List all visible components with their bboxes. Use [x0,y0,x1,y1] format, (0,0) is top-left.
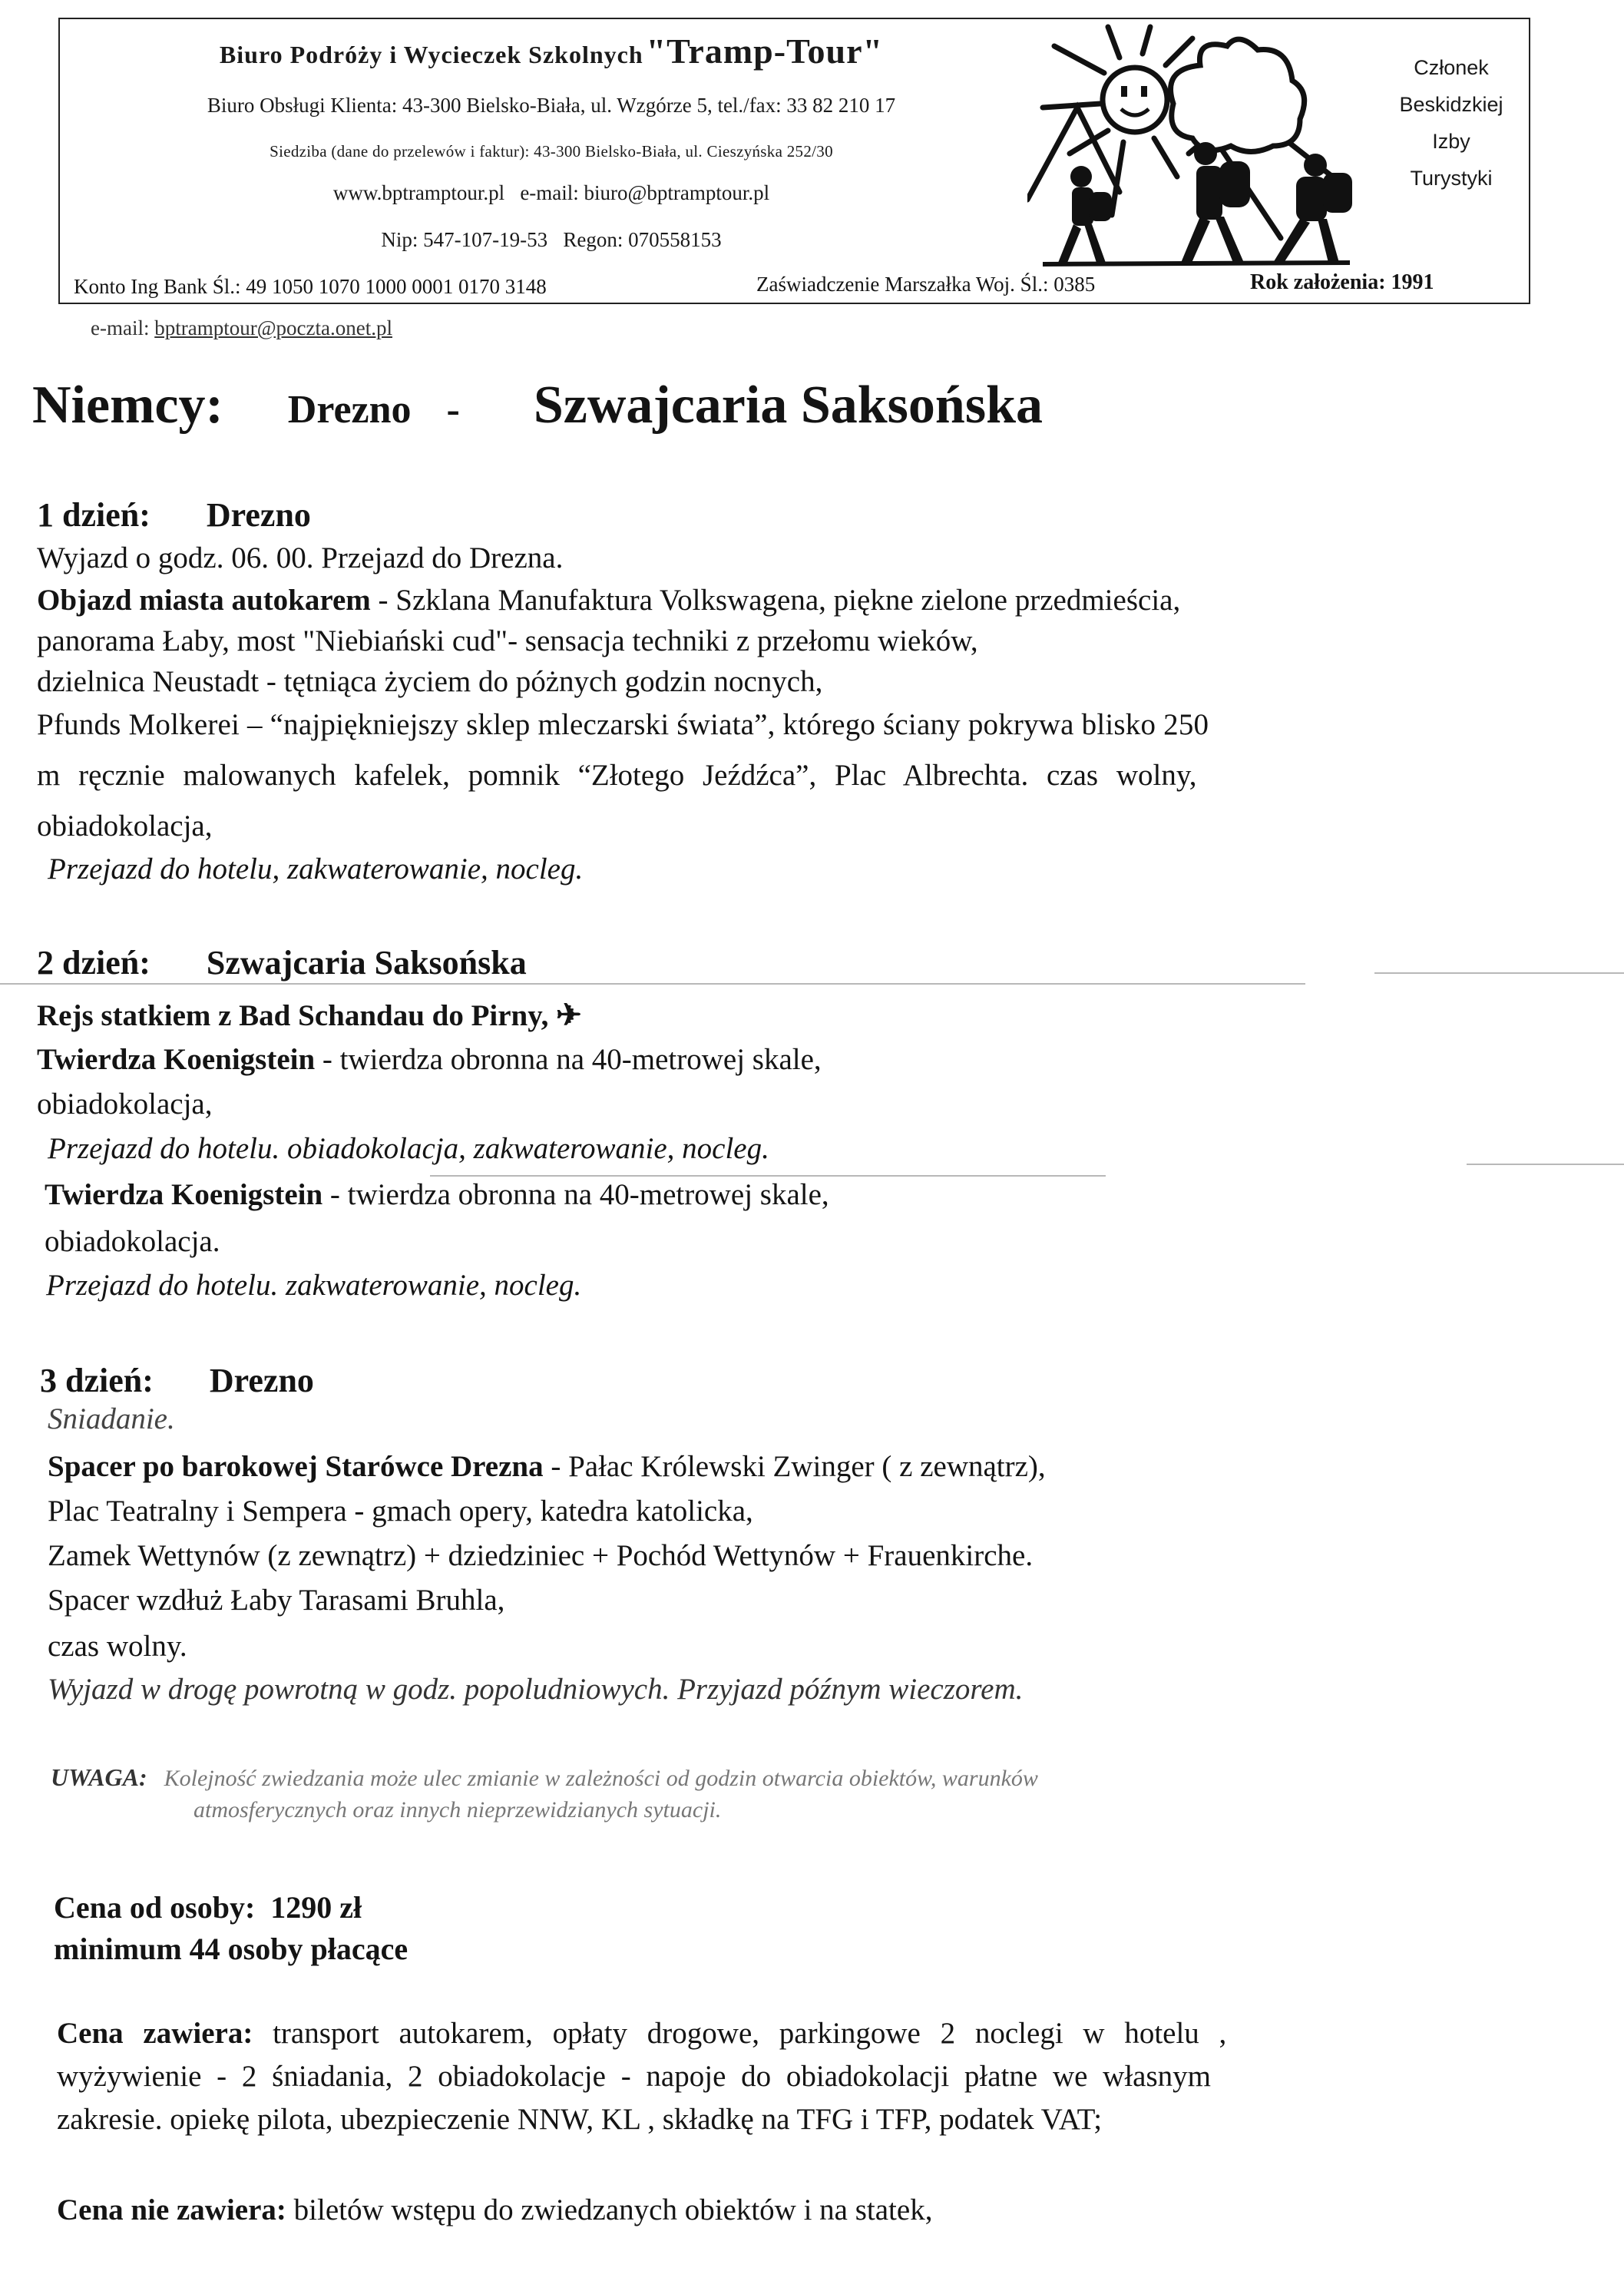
itinerary-line [37,998,582,1033]
includes-text: transport autokarem, opłaty drogowe, parkingowe 2 noclegi w hotelu , [273,2017,1227,2050]
itinerary-line [37,809,213,843]
note-line-2: atmosferycznych oraz innych nieprzewidzianych sytuacji. [193,1797,722,1823]
itinerary-line [37,759,1197,793]
scan-artifact-line [1374,972,1624,974]
line-text: - twierdza obronna na 40-metrowej skale, [322,1178,829,1211]
company-prefix: Biuro Podróży i Wycieczek Szkolnych [219,41,643,68]
title-region: Szwajcaria Saksońska [533,376,1044,435]
email-link[interactable]: e-mail: biuro@bptramptour.pl [520,181,770,204]
includes-label: Cena zawiera: [57,2017,253,2050]
day-place: Drezno [209,1362,314,1399]
day-2-heading [37,943,527,982]
title-separator: - [446,388,460,432]
itinerary-line [37,1043,822,1077]
secondary-email [91,316,392,340]
price-includes-line: wyżywienie - 2 śniadania, 2 obiadokolacje - napoje do obiadokolacji płatne we własnym [57,2060,1211,2093]
day-label: 1 dzień: [37,496,150,534]
itinerary-line [37,708,1209,742]
line-text: Spacer wzdłuż Łaby Tarasami Bruhla, [48,1584,505,1617]
day-3-heading [40,1361,314,1400]
page-title [32,375,1043,436]
website-link[interactable]: www.bptramptour.pl [332,181,505,204]
line-text: panorama Łaby, most "Niebiański cud"- sensacja techniki z przełomu wieków, [37,624,978,657]
line-text: Plac Teatralny i Sempera - gmach opery, katedra katolicka, [48,1495,753,1528]
day-place: Drezno [206,496,311,534]
scan-artifact-line [430,1175,1106,1177]
price-excludes-line [57,2193,932,2227]
line-bold: Spacer po barokowej Starówce Drezna [48,1450,544,1483]
price-per-person [54,1889,362,1925]
secondary-email-label: e-mail: [91,316,150,339]
member-line: Turystyki [1410,167,1493,190]
itinerary-closing: Przejazd do hotelu, zakwaterowanie, nocleg. [48,853,584,886]
line-text: obiadokolacja. [45,1225,220,1258]
member-line: Członek [1414,56,1489,79]
line-text: - Pałac Królewski Zwinger ( z zewnątrz), [543,1450,1046,1483]
itinerary-line [48,1132,769,1166]
line-bold: Twierdza Koenigstein [45,1178,323,1211]
itinerary-line [37,1088,213,1121]
note-block [51,1763,1038,1792]
bank-account: Konto Ing Bank Śl.: 49 1050 1070 1000 0001 0170 3148 [74,275,547,298]
line-bold: Objazd miasta autokarem [37,584,371,617]
excludes-label: Cena nie zawiera: [57,2193,286,2226]
founded-year: Rok założenia: 1991 [1250,270,1434,294]
web-contact [68,181,1035,205]
company-brand: "Tramp-Tour" [646,31,884,71]
itinerary-closing: Przejazd do hotelu. zakwaterowanie, nocleg. [46,1269,582,1302]
plane-mark-icon: ✈ [556,998,582,1032]
line-text: - twierdza obronna na 40-metrowej skale, [315,1043,822,1076]
line-text: Sniadanie. [48,1402,175,1435]
line-text: Wyjazd o godz. 06. 00. Przejazd do Drezna. [37,541,564,574]
line-text: obiadokolacja, [37,1088,213,1121]
itinerary-line [48,1584,504,1617]
line-text: czas wolny. [48,1630,187,1663]
itinerary-line [48,1495,753,1528]
day-label: 2 dzień: [37,944,150,982]
itinerary-line [37,584,1180,617]
seat-address: Siedziba (dane do przelewów i faktur): 43-300 Bielsko-Biała, ul. Cieszyńska 252/30 [270,142,833,161]
day-1-heading [37,495,311,535]
itinerary-closing: Wyjazd w drogę powrotną w godz. popoludniowych. Przyjazd późnym wieczorem. [48,1673,1024,1706]
line-text: dzielnica Neustadt - tętniąca życiem do póżnych godzin nocnych, [37,665,823,698]
line-bold: Twierdza Koenigstein [37,1043,316,1076]
minimum-participants: minimum 44 osoby płacące [54,1932,408,1966]
day-place: Szwajcaria Saksońska [206,944,527,982]
price-includes-line: zakresie. opiekę pilota, ubezpieczenie NNW, KL , składkę na TFG i TFP, podatek VAT; [57,2103,1103,2136]
itinerary-line [48,1539,1033,1573]
member-badge [1382,49,1520,197]
price-value: 1290 zł [270,1890,362,1925]
title-country: Niemcy: [32,376,223,435]
note-line-1: Kolejność zwiedzania może ulec zmianie w zależności od godzin otwarcia obiektów, warunków [164,1766,1038,1791]
itinerary-line [45,1225,220,1259]
line-text: - Szklana Manufaktura Volkswagena, piękne zielone przedmieścia, [370,584,1181,617]
line-text: obiadokolacja, [37,809,213,843]
itinerary-line [45,1178,829,1212]
itinerary-line [37,541,563,575]
note-label: UWAGA: [51,1763,147,1791]
title-city: Drezno [287,388,412,432]
price-includes-line [57,2017,1226,2051]
itinerary-line [48,1402,175,1436]
office-address: Biuro Obsługi Klienta: 43-300 Bielsko-Biała, ul. Wzgórze 5, tel./fax: 33 82 210 17 [207,94,896,117]
hikers-sun-cloud-logo-icon [1027,23,1404,269]
line-text: Zamek Wettynów (z zewnątrz) + dziedziniec + Pochód Wettynów + Frauenkirche. [48,1539,1034,1572]
tax-ids: Nip: 547-107-19-53 Regon: 070558153 [381,228,722,251]
certificate-number: Zaświadczenie Marszałka Woj. Śl.: 0385 [756,273,1096,296]
itinerary-line [48,1450,1046,1484]
line-text: Przejazd do hotelu. obiadokolacja, zakwaterowanie, nocleg. [48,1132,769,1165]
member-line: Beskidzkiej [1399,93,1503,116]
scan-artifact-line [1467,1164,1624,1165]
company-name [68,31,1035,71]
line-text: Pfunds Molkerei – “najpiękniejszy sklep mleczarski świata”, którego ściany pokrywa blisko 250 [37,708,1209,741]
scan-artifact-line [0,983,1305,985]
day-label: 3 dzień: [40,1362,154,1399]
itinerary-line [48,1630,187,1664]
line-text: m ręcznie malowanych kafelek, pomnik “Złotego Jeźdźca”, Plac Albrechta. czas wolny, [37,759,1197,792]
itinerary-line [37,665,822,699]
line-bold: Rejs statkiem z Bad Schandau do Pirny, [37,999,549,1032]
excludes-text: biletów wstępu do zwiedzanych obiektów i na statek, [293,2193,933,2226]
member-line: Izby [1432,130,1470,153]
price-label: Cena od osoby: [54,1890,256,1925]
secondary-email-link[interactable]: bptramptour@poczta.onet.pl [154,316,392,339]
itinerary-line [37,624,978,658]
